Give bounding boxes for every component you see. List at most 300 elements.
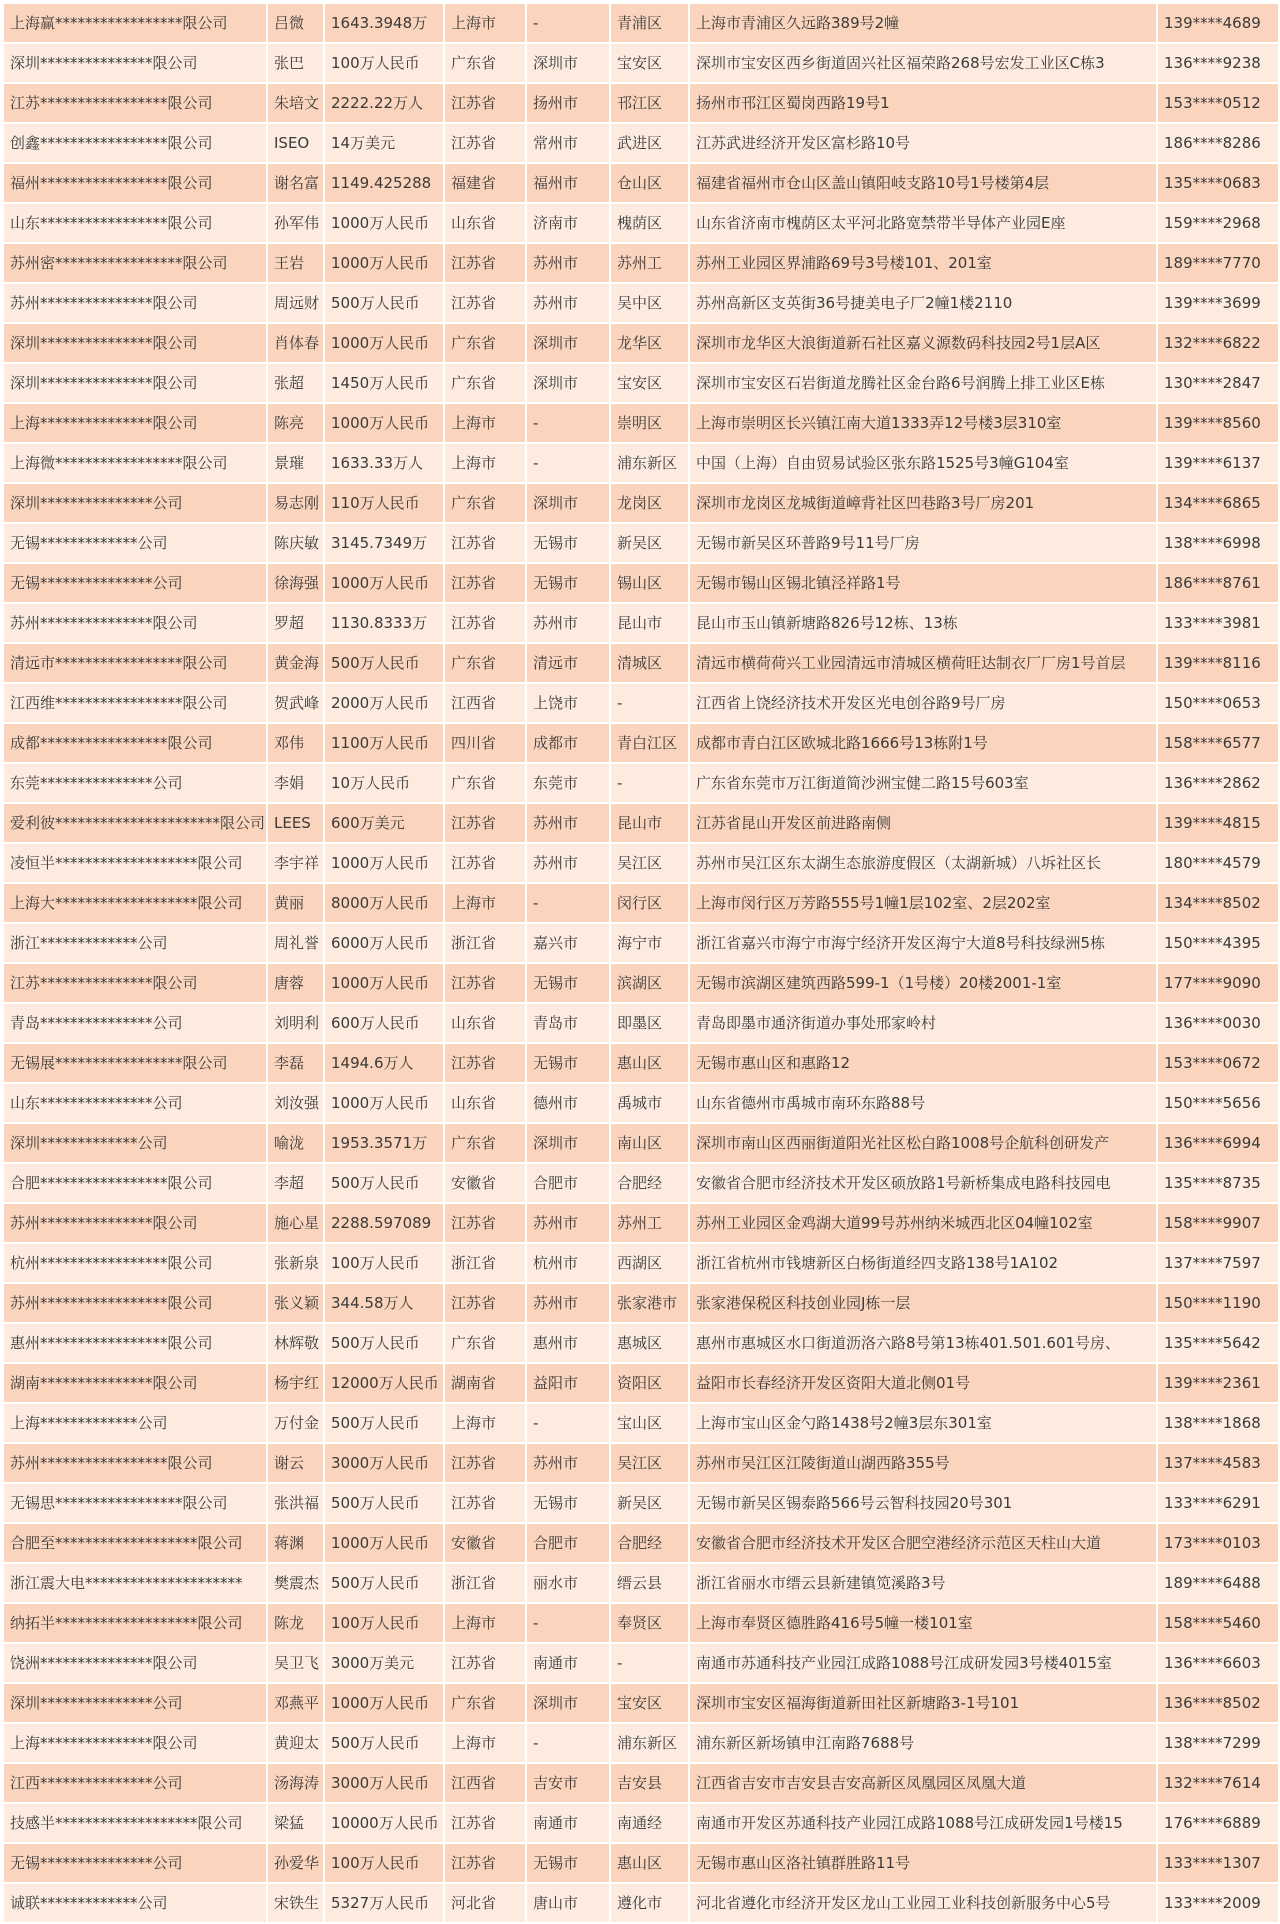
company-name-cell: 合肥至*******************限公司	[4, 1524, 266, 1562]
city-cell: 东莞市	[527, 764, 609, 802]
province-cell: 湖南省	[445, 1364, 525, 1402]
table-row	[4, 124, 1278, 162]
capital-cell: 500万人民币	[325, 1724, 443, 1762]
province-cell: 江苏省	[445, 604, 525, 642]
company-name-cell: 合肥*****************限公司	[4, 1164, 266, 1202]
district-cell: 锡山区	[611, 564, 688, 602]
district-cell: 缙云县	[611, 1564, 688, 1602]
province-cell: 河北省	[445, 1884, 525, 1922]
district-cell: 合肥经	[611, 1524, 688, 1562]
company-name-cell: 深圳***************公司	[4, 484, 266, 522]
province-cell: 江苏省	[445, 1644, 525, 1682]
legal-rep-cell: 张巴	[268, 44, 323, 82]
phone-cell: 133****6291	[1158, 1484, 1278, 1522]
phone-cell: 136****2862	[1158, 764, 1278, 802]
table-row	[4, 1404, 1278, 1442]
table-row	[4, 1084, 1278, 1122]
address-cell: 惠州市惠城区水口街道沥洛六路8号第13栋401.501.601号房、	[690, 1324, 1156, 1362]
city-cell: 深圳市	[527, 1684, 609, 1722]
legal-rep-cell: 李宇祥	[268, 844, 323, 882]
legal-rep-cell: 周远财	[268, 284, 323, 322]
phone-cell: 139****2361	[1158, 1364, 1278, 1402]
legal-rep-cell: 汤海涛	[268, 1764, 323, 1802]
province-cell: 上海市	[445, 404, 525, 442]
company-name-cell: 创鑫*****************限公司	[4, 124, 266, 162]
legal-rep-cell: 张新泉	[268, 1244, 323, 1282]
address-cell: 深圳市龙岗区龙城街道嶂背社区凹巷路3号厂房201	[690, 484, 1156, 522]
phone-cell: 139****4689	[1158, 4, 1278, 42]
city-cell: 扬州市	[527, 84, 609, 122]
city-cell: -	[527, 1604, 609, 1642]
address-cell: 昆山市玉山镇新塘路826号12栋、13栋	[690, 604, 1156, 642]
address-cell: 南通市开发区苏通科技产业园江成路1088号江成研发园1号楼15	[690, 1804, 1156, 1842]
company-name-cell: 福州*****************限公司	[4, 164, 266, 202]
phone-cell: 134****8502	[1158, 884, 1278, 922]
company-name-cell: 浙江震大电*********************	[4, 1564, 266, 1602]
phone-cell: 150****5656	[1158, 1084, 1278, 1122]
table-row	[4, 924, 1278, 962]
legal-rep-cell: 陈庆敏	[268, 524, 323, 562]
district-cell: 浦东新区	[611, 1724, 688, 1762]
capital-cell: 1000万人民币	[325, 964, 443, 1002]
district-cell: 惠城区	[611, 1324, 688, 1362]
address-cell: 无锡市惠山区和惠路12	[690, 1044, 1156, 1082]
province-cell: 山东省	[445, 1004, 525, 1042]
province-cell: 福建省	[445, 164, 525, 202]
legal-rep-cell: ISEO	[268, 124, 323, 162]
capital-cell: 100万人民币	[325, 1244, 443, 1282]
city-cell: 常州市	[527, 124, 609, 162]
address-cell: 苏州高新区支英街36号捷美电子厂2幢1楼2110	[690, 284, 1156, 322]
province-cell: 江苏省	[445, 284, 525, 322]
province-cell: 广东省	[445, 1124, 525, 1162]
table-row	[4, 1884, 1278, 1922]
district-cell: 宝安区	[611, 364, 688, 402]
company-name-cell: 江西维*****************限公司	[4, 684, 266, 722]
phone-cell: 138****6998	[1158, 524, 1278, 562]
capital-cell: 600万人民币	[325, 1004, 443, 1042]
company-name-cell: 上海***************限公司	[4, 404, 266, 442]
address-cell: 无锡市新吴区锡泰路566号云智科技园20号301	[690, 1484, 1156, 1522]
address-cell: 深圳市龙华区大浪街道新石社区嘉义源数码科技园2号1层A区	[690, 324, 1156, 362]
province-cell: 江苏省	[445, 244, 525, 282]
district-cell: 宝安区	[611, 44, 688, 82]
legal-rep-cell: 林辉敬	[268, 1324, 323, 1362]
district-cell: 新吴区	[611, 524, 688, 562]
legal-rep-cell: 黄丽	[268, 884, 323, 922]
phone-cell: 177****9090	[1158, 964, 1278, 1002]
phone-cell: 136****8502	[1158, 1684, 1278, 1722]
province-cell: 浙江省	[445, 1244, 525, 1282]
phone-cell: 138****1868	[1158, 1404, 1278, 1442]
province-cell: 江苏省	[445, 524, 525, 562]
legal-rep-cell: 徐海强	[268, 564, 323, 602]
phone-cell: 136****9238	[1158, 44, 1278, 82]
district-cell: 吉安县	[611, 1764, 688, 1802]
city-cell: 深圳市	[527, 364, 609, 402]
province-cell: 江苏省	[445, 564, 525, 602]
capital-cell: 1633.33万人	[325, 444, 443, 482]
company-name-cell: 深圳***************公司	[4, 1684, 266, 1722]
phone-cell: 189****7770	[1158, 244, 1278, 282]
province-cell: 江苏省	[445, 1284, 525, 1322]
province-cell: 浙江省	[445, 1564, 525, 1602]
province-cell: 广东省	[445, 44, 525, 82]
province-cell: 江苏省	[445, 804, 525, 842]
phone-cell: 139****3699	[1158, 284, 1278, 322]
legal-rep-cell: 张超	[268, 364, 323, 402]
table-row	[4, 44, 1278, 82]
city-cell: 济南市	[527, 204, 609, 242]
city-cell: 杭州市	[527, 1244, 609, 1282]
company-name-cell: 杭州*****************限公司	[4, 1244, 266, 1282]
capital-cell: 500万人民币	[325, 644, 443, 682]
province-cell: 广东省	[445, 364, 525, 402]
city-cell: 苏州市	[527, 804, 609, 842]
company-name-cell: 上海*************公司	[4, 1404, 266, 1442]
capital-cell: 1149.425288	[325, 164, 443, 202]
city-cell: 惠州市	[527, 1324, 609, 1362]
legal-rep-cell: 朱培文	[268, 84, 323, 122]
table-row	[4, 324, 1278, 362]
capital-cell: 600万美元	[325, 804, 443, 842]
address-cell: 河北省遵化市经济开发区龙山工业园工业科技创新服务中心5号	[690, 1884, 1156, 1922]
phone-cell: 159****2968	[1158, 204, 1278, 242]
capital-cell: 500万人民币	[325, 1564, 443, 1602]
province-cell: 山东省	[445, 204, 525, 242]
legal-rep-cell: 陈龙	[268, 1604, 323, 1642]
province-cell: 江苏省	[445, 1204, 525, 1242]
district-cell: 邗江区	[611, 84, 688, 122]
city-cell: 苏州市	[527, 1444, 609, 1482]
phone-cell: 150****1190	[1158, 1284, 1278, 1322]
table-row	[4, 204, 1278, 242]
city-cell: 丽水市	[527, 1564, 609, 1602]
district-cell: -	[611, 684, 688, 722]
table-row	[4, 1284, 1278, 1322]
province-cell: 江苏省	[445, 1804, 525, 1842]
company-name-cell: 山东*****************限公司	[4, 204, 266, 242]
district-cell: 海宁市	[611, 924, 688, 962]
capital-cell: 2222.22万人	[325, 84, 443, 122]
capital-cell: 1130.8333万	[325, 604, 443, 642]
address-cell: 扬州市邗江区蜀岗西路19号1	[690, 84, 1156, 122]
legal-rep-cell: 吴卫飞	[268, 1644, 323, 1682]
phone-cell: 158****9907	[1158, 1204, 1278, 1242]
phone-cell: 180****4579	[1158, 844, 1278, 882]
district-cell: 南通经	[611, 1804, 688, 1842]
company-name-cell: 青岛***************公司	[4, 1004, 266, 1042]
legal-rep-cell: 李娟	[268, 764, 323, 802]
table-row	[4, 684, 1278, 722]
table-row	[4, 1604, 1278, 1642]
capital-cell: 100万人民币	[325, 44, 443, 82]
address-cell: 上海市青浦区久远路389号2幢	[690, 4, 1156, 42]
table-row	[4, 364, 1278, 402]
company-name-cell: 清远市*****************限公司	[4, 644, 266, 682]
capital-cell: 2000万人民币	[325, 684, 443, 722]
company-name-cell: 诚联*************公司	[4, 1884, 266, 1922]
capital-cell: 344.58万人	[325, 1284, 443, 1322]
table-row	[4, 1564, 1278, 1602]
company-name-cell: 江苏***************限公司	[4, 964, 266, 1002]
table-row	[4, 484, 1278, 522]
capital-cell: 1000万人民币	[325, 404, 443, 442]
phone-cell: 173****0103	[1158, 1524, 1278, 1562]
district-cell: 昆山市	[611, 604, 688, 642]
district-cell: 青浦区	[611, 4, 688, 42]
legal-rep-cell: 罗超	[268, 604, 323, 642]
legal-rep-cell: 周礼誉	[268, 924, 323, 962]
table-row	[4, 764, 1278, 802]
phone-cell: 136****0030	[1158, 1004, 1278, 1042]
district-cell: 惠山区	[611, 1844, 688, 1882]
table-row	[4, 844, 1278, 882]
address-cell: 上海市奉贤区德胜路416号5幢一楼101室	[690, 1604, 1156, 1642]
table-row	[4, 1324, 1278, 1362]
address-cell: 安徽省合肥市经济技术开发区硕放路1号新桥集成电路科技园电	[690, 1164, 1156, 1202]
province-cell: 安徽省	[445, 1524, 525, 1562]
province-cell: 江苏省	[445, 1484, 525, 1522]
capital-cell: 1000万人民币	[325, 244, 443, 282]
capital-cell: 500万人民币	[325, 1484, 443, 1522]
legal-rep-cell: 陈亮	[268, 404, 323, 442]
district-cell: 吴中区	[611, 284, 688, 322]
address-cell: 深圳市南山区西丽街道阳光社区松白路1008号企航科创研发产	[690, 1124, 1156, 1162]
legal-rep-cell: 王岩	[268, 244, 323, 282]
capital-cell: 1000万人民币	[325, 204, 443, 242]
phone-cell: 158****5460	[1158, 1604, 1278, 1642]
capital-cell: 100万人民币	[325, 1604, 443, 1642]
legal-rep-cell: 吕微	[268, 4, 323, 42]
address-cell: 山东省济南市槐荫区太平河北路宽禁带半导体产业园E座	[690, 204, 1156, 242]
legal-rep-cell: 杨宇红	[268, 1364, 323, 1402]
phone-cell: 186****8286	[1158, 124, 1278, 162]
province-cell: 上海市	[445, 4, 525, 42]
capital-cell: 1000万人民币	[325, 324, 443, 362]
table-row	[4, 644, 1278, 682]
capital-cell: 8000万人民币	[325, 884, 443, 922]
address-cell: 成都市青白江区欧城北路1666号13栋附1号	[690, 724, 1156, 762]
district-cell: 浦东新区	[611, 444, 688, 482]
table-row	[4, 164, 1278, 202]
address-cell: 无锡市锡山区锡北镇泾祥路1号	[690, 564, 1156, 602]
phone-cell: 153****0672	[1158, 1044, 1278, 1082]
legal-rep-cell: 贺武峰	[268, 684, 323, 722]
phone-cell: 150****0653	[1158, 684, 1278, 722]
table-row	[4, 884, 1278, 922]
address-cell: 浙江省杭州市钱塘新区白杨街道经四支路138号1A102	[690, 1244, 1156, 1282]
address-cell: 深圳市宝安区福海街道新田社区新塘路3-1号101	[690, 1684, 1156, 1722]
company-name-cell: 上海微*****************限公司	[4, 444, 266, 482]
legal-rep-cell: 邓伟	[268, 724, 323, 762]
company-name-cell: 无锡***************公司	[4, 1844, 266, 1882]
district-cell: 张家港市	[611, 1284, 688, 1322]
company-name-cell: 山东***************公司	[4, 1084, 266, 1122]
company-name-cell: 江苏*****************限公司	[4, 84, 266, 122]
district-cell: 即墨区	[611, 1004, 688, 1042]
legal-rep-cell: 刘汝强	[268, 1084, 323, 1122]
legal-rep-cell: 梁猛	[268, 1804, 323, 1842]
company-name-cell: 惠州*****************限公司	[4, 1324, 266, 1362]
legal-rep-cell: 宋铁生	[268, 1884, 323, 1922]
phone-cell: 135****0683	[1158, 164, 1278, 202]
province-cell: 广东省	[445, 644, 525, 682]
table-row	[4, 244, 1278, 282]
legal-rep-cell: 易志刚	[268, 484, 323, 522]
city-cell: 无锡市	[527, 1844, 609, 1882]
city-cell: -	[527, 884, 609, 922]
city-cell: 合肥市	[527, 1524, 609, 1562]
city-cell: 无锡市	[527, 964, 609, 1002]
phone-cell: 150****4395	[1158, 924, 1278, 962]
phone-cell: 135****8735	[1158, 1164, 1278, 1202]
province-cell: 广东省	[445, 764, 525, 802]
address-cell: 浙江省丽水市缙云县新建镇笕溪路3号	[690, 1564, 1156, 1602]
phone-cell: 176****6889	[1158, 1804, 1278, 1842]
company-name-cell: 上海大*******************限公司	[4, 884, 266, 922]
phone-cell: 138****7299	[1158, 1724, 1278, 1762]
table-row	[4, 284, 1278, 322]
company-name-cell: 爱利彼**********************限公司	[4, 804, 266, 842]
company-name-cell: 饶洲***************限公司	[4, 1644, 266, 1682]
city-cell: -	[527, 1724, 609, 1762]
address-cell: 南通市苏通科技产业园江成路1088号江成研发园3号楼4015室	[690, 1644, 1156, 1682]
province-cell: 江苏省	[445, 1044, 525, 1082]
address-cell: 浦东新区新场镇申江南路7688号	[690, 1724, 1156, 1762]
district-cell: 惠山区	[611, 1044, 688, 1082]
address-cell: 福建省福州市仓山区盖山镇阳岐支路10号1号楼第4层	[690, 164, 1156, 202]
district-cell: 宝安区	[611, 1684, 688, 1722]
province-cell: 江苏省	[445, 124, 525, 162]
capital-cell: 100万人民币	[325, 1844, 443, 1882]
district-cell: 遵化市	[611, 1884, 688, 1922]
table-row	[4, 1644, 1278, 1682]
legal-rep-cell: 樊震杰	[268, 1564, 323, 1602]
city-cell: 无锡市	[527, 1484, 609, 1522]
province-cell: 上海市	[445, 884, 525, 922]
district-cell: 龙华区	[611, 324, 688, 362]
capital-cell: 1953.3571万	[325, 1124, 443, 1162]
province-cell: 四川省	[445, 724, 525, 762]
city-cell: 苏州市	[527, 844, 609, 882]
table-body	[4, 4, 1278, 1922]
company-name-cell: 上海赢*****************限公司	[4, 4, 266, 42]
province-cell: 江西省	[445, 684, 525, 722]
company-name-cell: 苏州密*****************限公司	[4, 244, 266, 282]
address-cell: 江西省上饶经济技术开发区光电创谷路9号厂房	[690, 684, 1156, 722]
table-row	[4, 1124, 1278, 1162]
legal-rep-cell: 李超	[268, 1164, 323, 1202]
city-cell: -	[527, 1404, 609, 1442]
phone-cell: 139****6137	[1158, 444, 1278, 482]
phone-cell: 132****6822	[1158, 324, 1278, 362]
address-cell: 无锡市新吴区环普路9号11号厂房	[690, 524, 1156, 562]
capital-cell: 10万人民币	[325, 764, 443, 802]
capital-cell: 2288.597089	[325, 1204, 443, 1242]
city-cell: -	[527, 404, 609, 442]
province-cell: 江苏省	[445, 844, 525, 882]
district-cell: 南山区	[611, 1124, 688, 1162]
city-cell: 苏州市	[527, 1204, 609, 1242]
phone-cell: 130****2847	[1158, 364, 1278, 402]
district-cell: 吴江区	[611, 844, 688, 882]
company-name-cell: 苏州*****************限公司	[4, 1284, 266, 1322]
legal-rep-cell: 蒋渊	[268, 1524, 323, 1562]
city-cell: -	[527, 4, 609, 42]
company-name-cell: 湖南***************限公司	[4, 1364, 266, 1402]
company-name-cell: 成都*****************限公司	[4, 724, 266, 762]
phone-cell: 133****2009	[1158, 1884, 1278, 1922]
province-cell: 上海市	[445, 1724, 525, 1762]
district-cell: 闵行区	[611, 884, 688, 922]
city-cell: 苏州市	[527, 284, 609, 322]
address-cell: 上海市宝山区金勺路1438号2幢3层东301室	[690, 1404, 1156, 1442]
phone-cell: 136****6994	[1158, 1124, 1278, 1162]
city-cell: 德州市	[527, 1084, 609, 1122]
address-cell: 上海市闵行区万芳路555号1幢1层102室、2层202室	[690, 884, 1156, 922]
company-name-cell: 无锡思*****************限公司	[4, 1484, 266, 1522]
address-cell: 浙江省嘉兴市海宁市海宁经济开发区海宁大道8号科技绿洲5栋	[690, 924, 1156, 962]
legal-rep-cell: 邓燕平	[268, 1684, 323, 1722]
city-cell: 益阳市	[527, 1364, 609, 1402]
company-name-cell: 深圳*************公司	[4, 1124, 266, 1162]
city-cell: 嘉兴市	[527, 924, 609, 962]
city-cell: 成都市	[527, 724, 609, 762]
phone-cell: 139****8116	[1158, 644, 1278, 682]
company-name-cell: 江西***************公司	[4, 1764, 266, 1802]
table-row	[4, 404, 1278, 442]
table-row	[4, 4, 1278, 42]
address-cell: 广东省东莞市万江街道简沙洲宝健二路15号603室	[690, 764, 1156, 802]
legal-rep-cell: 张义颖	[268, 1284, 323, 1322]
legal-rep-cell: 孙爱华	[268, 1844, 323, 1882]
province-cell: 江苏省	[445, 964, 525, 1002]
legal-rep-cell: 孙军伟	[268, 204, 323, 242]
phone-cell: 186****8761	[1158, 564, 1278, 602]
district-cell: 禹城市	[611, 1084, 688, 1122]
district-cell: 宝山区	[611, 1404, 688, 1442]
province-cell: 江西省	[445, 1764, 525, 1802]
legal-rep-cell: 刘明利	[268, 1004, 323, 1042]
legal-rep-cell: 黄迎太	[268, 1724, 323, 1762]
city-cell: 深圳市	[527, 324, 609, 362]
district-cell: 苏州工	[611, 1204, 688, 1242]
table-row	[4, 1844, 1278, 1882]
city-cell: 无锡市	[527, 524, 609, 562]
district-cell: 资阳区	[611, 1364, 688, 1402]
legal-rep-cell: LEES	[268, 804, 323, 842]
district-cell: 武进区	[611, 124, 688, 162]
phone-cell: 133****3981	[1158, 604, 1278, 642]
legal-rep-cell: 喻泷	[268, 1124, 323, 1162]
address-cell: 张家港保税区科技创业园J栋一层	[690, 1284, 1156, 1322]
city-cell: 唐山市	[527, 1884, 609, 1922]
capital-cell: 500万人民币	[325, 1324, 443, 1362]
phone-cell: 153****0512	[1158, 84, 1278, 122]
address-cell: 苏州工业园区界浦路69号3号楼101、201室	[690, 244, 1156, 282]
city-cell: 苏州市	[527, 604, 609, 642]
legal-rep-cell: 景璀	[268, 444, 323, 482]
capital-cell: 14万美元	[325, 124, 443, 162]
city-cell: 深圳市	[527, 44, 609, 82]
capital-cell: 1494.6万人	[325, 1044, 443, 1082]
city-cell: 苏州市	[527, 1284, 609, 1322]
table-row	[4, 524, 1278, 562]
address-cell: 江苏省昆山开发区前进路南侧	[690, 804, 1156, 842]
legal-rep-cell: 谢名富	[268, 164, 323, 202]
city-cell: 清远市	[527, 644, 609, 682]
